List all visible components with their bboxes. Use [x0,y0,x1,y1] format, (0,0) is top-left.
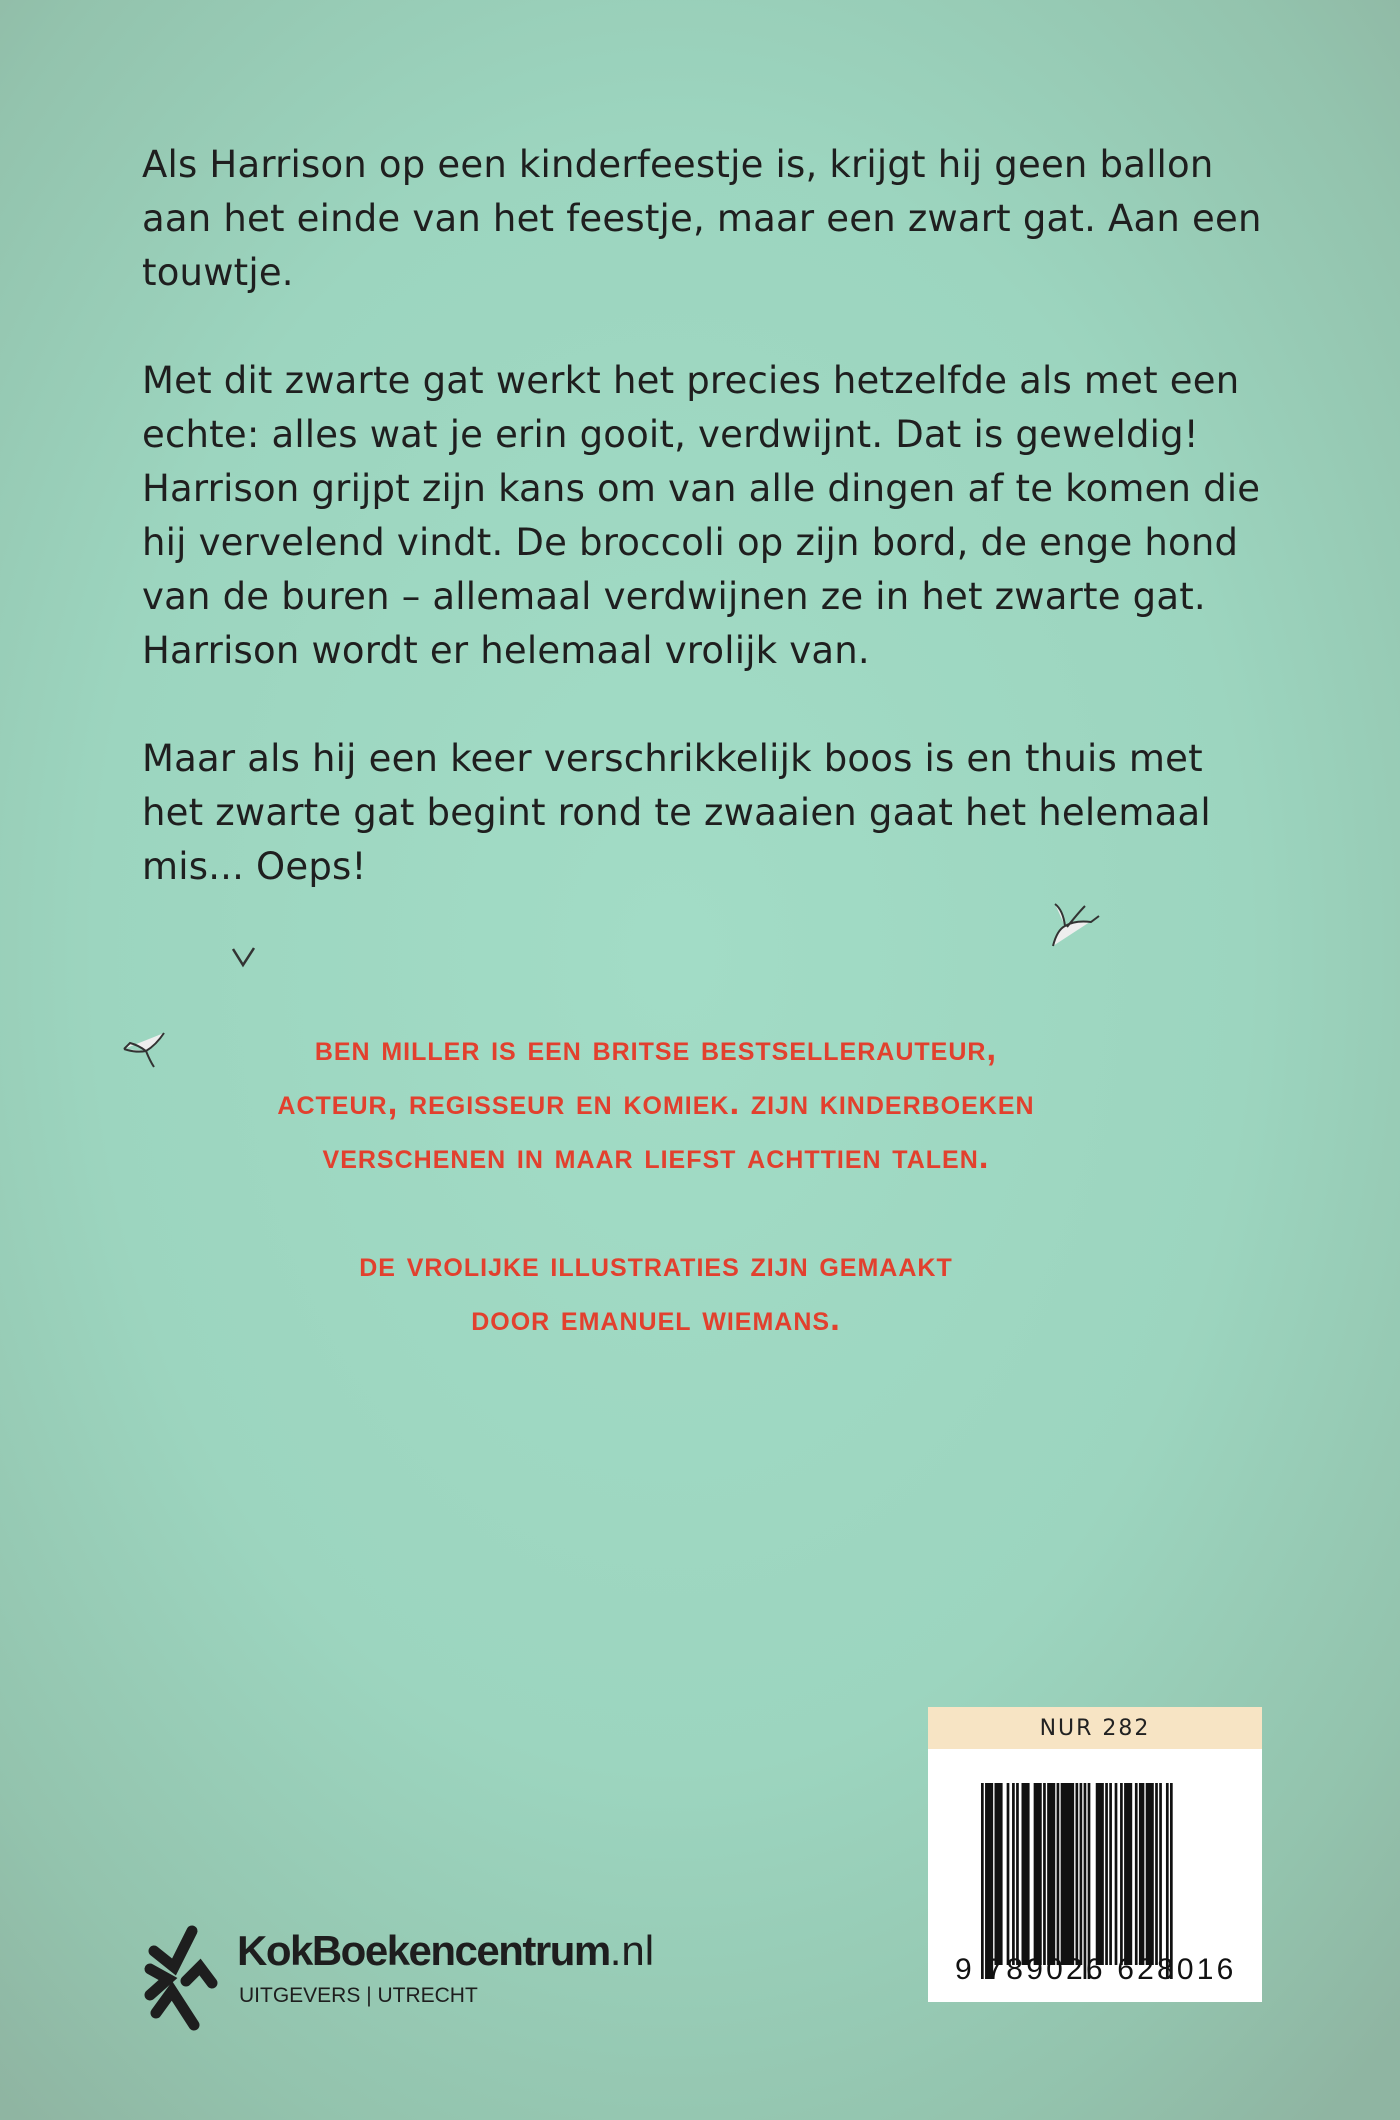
publisher-subtitle: UITGEVERS | UTRECHT [239,1984,478,2007]
barcode-bar [1076,1783,1079,1965]
barcode-bar [1120,1783,1123,1965]
barcode-bar [1012,1783,1015,1965]
barcode-bar [1057,1783,1060,1965]
barcode-bar [1096,1783,1104,1965]
barcode-bar [1105,1783,1108,1965]
barcode-bar [1115,1783,1118,1965]
illustrator-note-line: door emanuel wiemans. [471,1299,841,1338]
barcode-bar [985,1783,993,1979]
barcode-bar [1159,1783,1162,1965]
barcode-bar [1166,1783,1169,1979]
barcode-bar [995,1783,1003,1965]
author-note-line: ben miller is een britse bestsellerauteur, [314,1029,998,1068]
barcode-bar [981,1783,984,1979]
barcode-bar [1034,1783,1042,1965]
seagull-icon [1045,900,1103,950]
publisher-name-text: KokBoekencentrum [237,1927,610,1974]
illustrator-note [0,1238,1312,1346]
barcode-bar [1080,1783,1083,1965]
barcode-bar [1170,1783,1173,1979]
barcode-bar [1084,1783,1087,1979]
blurb-paragraph-1: Als Harrison op een kinderfeestje is, krijgt hij geen ballon aan het einde van het feestje, maar een zwart gat. Aan een touwtje. [142,143,1262,294]
publisher-name [237,1927,654,1975]
barcode-bar [1047,1783,1055,1965]
barcode-bar [1109,1783,1112,1965]
barcode-bar [1155,1783,1158,1965]
barcode-bar [1139,1783,1144,1965]
barcode-bar [1043,1783,1046,1965]
illustrator-note-line: de vrolijke illustraties zijn gemaakt [359,1245,953,1284]
publisher-logo [142,1921,655,2035]
nur-code: NUR 282 [928,1707,1262,1749]
publisher-tld: .nl [609,1927,655,1974]
barcode-bar [1088,1783,1091,1979]
bird-icon [230,945,258,971]
blurb-paragraph-2: Met dit zwarte gat werkt het precies hetzelfde als met een echte: alles wat je erin gooit, verdwijnt. Dat is geweldig! Harrison grijpt zijn kans om van alle dingen af te komen die hij vervelend vindt. De broccoli op zijn bord, de enge hond van de buren – allemaal verdwijnen ze in het zwarte gat. Harrison wordt er helemaal vrolijk van. [142,359,1261,672]
publisher-logo-icon [142,1921,222,2031]
barcode-box [928,1707,1262,2002]
author-note [0,1022,1312,1184]
barcode-bar [1124,1783,1132,1965]
barcode-bar [1146,1783,1154,1965]
blurb-paragraph-3: Maar als hij een keer verschrikkelijk boos is en thuis met het zwarte gat begint rond te zwaaien gaat het helemaal mis... Oeps! [142,737,1211,888]
isbn-number: 9 789026 628016 [955,1953,1237,1986]
barcode-bar [1007,1783,1010,1965]
barcode-bar [1016,1783,1019,1965]
author-note-line: verschenen in maar liefst achttien talen. [322,1137,990,1176]
barcode-bar [1061,1783,1075,1965]
barcode-bar [1022,1783,1030,1965]
author-note-line: acteur, regisseur en komiek. zijn kinderboeken [277,1083,1035,1122]
barcode-bar [1135,1783,1138,1965]
